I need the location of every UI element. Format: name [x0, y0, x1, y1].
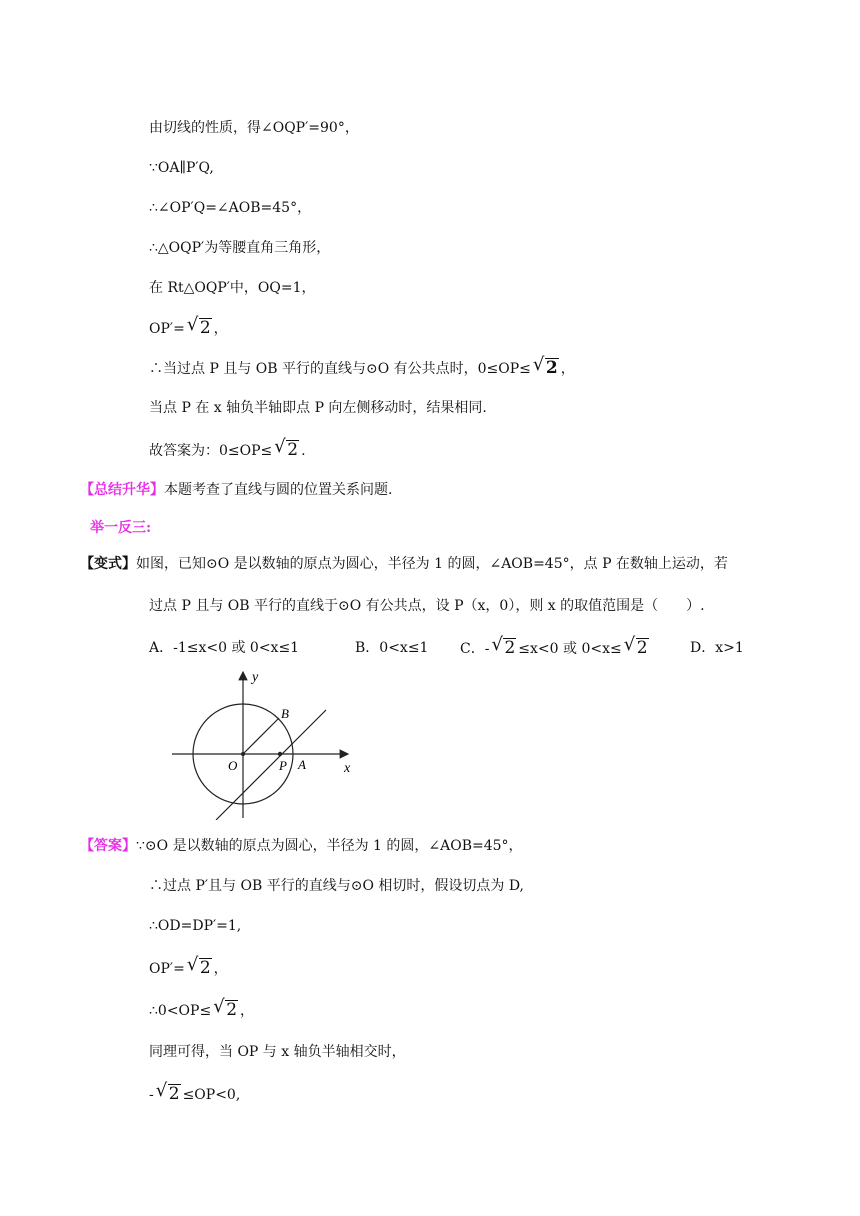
option-c-middle: ≤x<0 或 0<x≤ [518, 641, 622, 657]
solution-line-3: ∴∠OP′Q=∠AOB=45°， [149, 200, 312, 216]
variant-line-1 [80, 554, 728, 574]
solution-line-4: ∴△OQP′为等腰直角三角形， [149, 240, 331, 256]
variant-line-2: 过点 P 且与 OB 平行的直线于⊙O 有公共点，设 P（x，0），则 x 的取值范围是（ ）. [149, 598, 705, 614]
answer-line-4 [149, 954, 228, 979]
radicand: 2 [199, 318, 211, 338]
solution-line-8: 当点 P 在 x 轴负半轴即点 P 向左侧移动时，结果相同. [149, 400, 487, 416]
line-9-prefix: 故答案为：0≤OP≤ [149, 443, 273, 459]
section-heading: 举一反三: [90, 520, 152, 536]
option-a: A．-1≤x<0 或 0<x≤1 [149, 640, 300, 656]
radicand: 2 [545, 358, 558, 378]
answer-4-prefix: OP′= [149, 961, 185, 977]
b-label: B [281, 706, 289, 721]
sqrt-2: √ 2 [274, 436, 299, 460]
sqrt-2: √ 2 [532, 354, 558, 378]
line-7-prefix: ∴当过点 P 且与 OB 平行的直线与⊙O 有公共点时，0≤OP≤ [149, 361, 531, 377]
answer-line-6: 同理可得，当 OP 与 x 轴负半轴相交时， [149, 1044, 406, 1060]
summary-tag: 【总结升华】 [80, 482, 164, 498]
o-label: O [228, 758, 238, 773]
radicand: 2 [636, 638, 648, 658]
sqrt-2: √ 2 [623, 634, 648, 658]
radicand: 2 [287, 440, 299, 460]
answer-line-5 [149, 996, 255, 1021]
answer-line-2: ∴过点 P′且与 OB 平行的直线与⊙O 相切时，假设切点为 D, [149, 878, 524, 894]
solution-line-1: 由切线的性质，得∠OQP′=90°， [149, 120, 359, 136]
answer-7-prefix: - [149, 1087, 154, 1103]
line-9-suffix: . [301, 443, 306, 459]
line-6-prefix: OP′= [149, 321, 185, 337]
origin-point [241, 752, 245, 756]
answer-5-prefix: ∴0<OP≤ [149, 1003, 212, 1019]
point-p [278, 752, 282, 756]
solution-line-7 [149, 354, 575, 379]
radicand: 2 [168, 1084, 180, 1104]
y-label: y [252, 670, 259, 685]
answer-text-1: ∵⊙O 是以数轴的原点为圆心，半径为 1 的圆，∠AOB=45°， [136, 838, 523, 854]
solution-line-2: ∵OA∥P′Q, [149, 160, 214, 176]
option-d: D．x>1 [690, 640, 744, 656]
answer-tag: 【答案】 [80, 838, 136, 854]
p-label: P [279, 758, 287, 773]
segment-ob [243, 718, 279, 754]
a-label: A [298, 757, 306, 772]
solution-line-5: 在 Rt△OQP′中，OQ=1， [149, 280, 316, 296]
answer-line-1 [80, 836, 523, 856]
option-c [460, 634, 651, 659]
radicand: 2 [504, 638, 516, 658]
option-c-prefix: C．- [460, 641, 490, 657]
solution-line-6 [149, 314, 228, 339]
sqrt-2: √ 2 [491, 634, 516, 658]
x-label: x [344, 761, 351, 776]
sqrt-2: √ 2 [155, 1080, 180, 1104]
answer-5-suffix: ， [240, 1003, 255, 1019]
answer-4-suffix: ， [213, 961, 228, 977]
line-6-suffix: ， [213, 321, 228, 337]
radicand: 2 [199, 958, 211, 978]
line-7-suffix: ， [560, 361, 575, 377]
variant-text-1: 如图，已知⊙O 是以数轴的原点为圆心，半径为 1 的圆，∠AOB=45°，点 P 在数轴上运动，若 [136, 556, 728, 572]
summary-line [80, 480, 392, 500]
variant-tag: 【变式】 [80, 556, 136, 572]
answer-line-3: ∴OD=DP′=1, [149, 918, 242, 934]
solution-line-9 [149, 436, 306, 461]
sqrt-2: √ 2 [213, 996, 238, 1020]
option-b: B．0<x≤1 [355, 640, 429, 656]
sqrt-2: √ 2 [186, 314, 211, 338]
summary-text: 本题考查了直线与圆的位置关系问题. [164, 482, 393, 498]
radicand: 2 [226, 1000, 238, 1020]
circle-figure [172, 668, 362, 820]
sqrt-2: √ 2 [186, 954, 211, 978]
answer-line-7 [149, 1080, 241, 1105]
answer-7-suffix: ≤OP<0, [182, 1087, 241, 1103]
